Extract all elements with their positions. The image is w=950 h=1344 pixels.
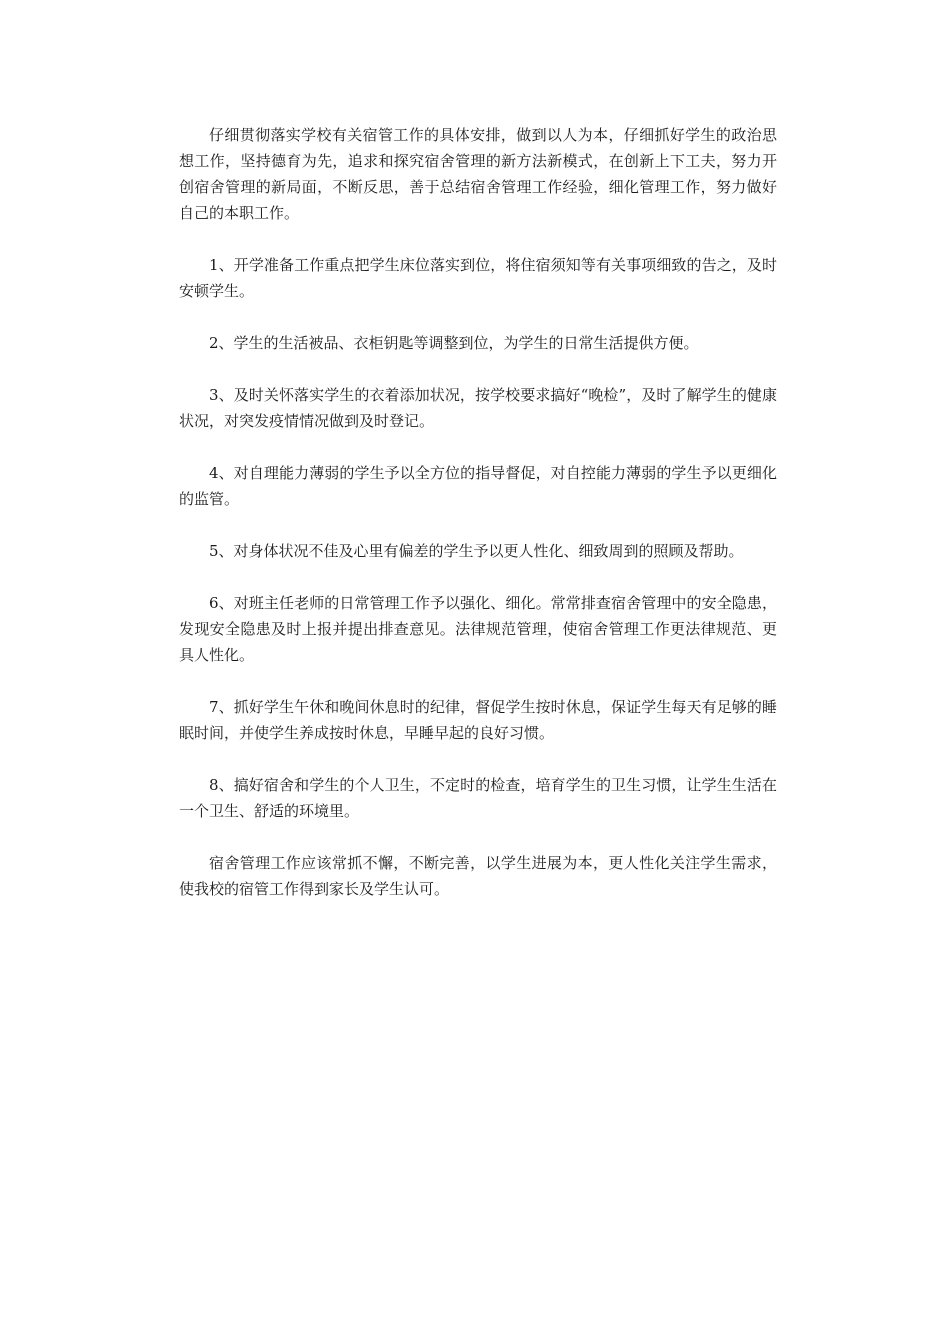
item-paragraph-7: 7、抓好学生午休和晚间休息时的纪律，督促学生按时休息，保证学生每天有足够的睡眠时间，并使学生养成按时休息，早睡早起的良好习惯。 bbox=[179, 698, 777, 742]
item-paragraph-2: 2、学生的生活被品、衣柜钥匙等调整到位，为学生的日常生活提供方便。 bbox=[209, 334, 699, 352]
item-paragraph-5: 5、对身体状况不佳及心里有偏差的学生予以更人性化、细致周到的照顾及帮助。 bbox=[209, 542, 744, 560]
item-paragraph-6: 6、对班主任老师的日常管理工作予以强化、细化。常常排查宿舍管理中的安全隐患，发现安全隐患及时上报并提出排查意见。法律规范管理，使宿舍管理工作更法律规范、更具人性化。 bbox=[179, 594, 777, 664]
item-paragraph-3: 3、及时关怀落实学生的衣着添加状况，按学校要求搞好“晚检”，及时了解学生的健康状况，对突发疫情情况做到及时登记。 bbox=[179, 386, 777, 430]
item-paragraph-4: 4、对自理能力薄弱的学生予以全方位的指导督促，对自控能力薄弱的学生予以更细化的监管。 bbox=[179, 464, 777, 508]
item-paragraph-1: 1、开学准备工作重点把学生床位落实到位，将住宿须知等有关事项细致的告之，及时安顿学生。 bbox=[179, 256, 777, 300]
intro-paragraph: 仔细贯彻落实学校有关宿管工作的具体安排，做到以人为本，仔细抓好学生的政治思想工作，坚持德育为先，追求和探究宿舍管理的新方法新模式，在创新上下工夫，努力开创宿舍管理的新局面，不断反思，善于总结宿舍管理工作经验，细化管理工作，努力做好自己的本职工作。 bbox=[179, 126, 777, 222]
item-paragraph-8: 8、搞好宿舍和学生的个人卫生，不定时的检查，培育学生的卫生习惯，让学生生活在一个卫生、舒适的环境里。 bbox=[179, 776, 777, 820]
closing-paragraph: 宿舍管理工作应该常抓不懈，不断完善，以学生进展为本，更人性化关注学生需求，使我校的宿管工作得到家长及学生认可。 bbox=[179, 854, 777, 898]
document-body bbox=[179, 122, 777, 928]
